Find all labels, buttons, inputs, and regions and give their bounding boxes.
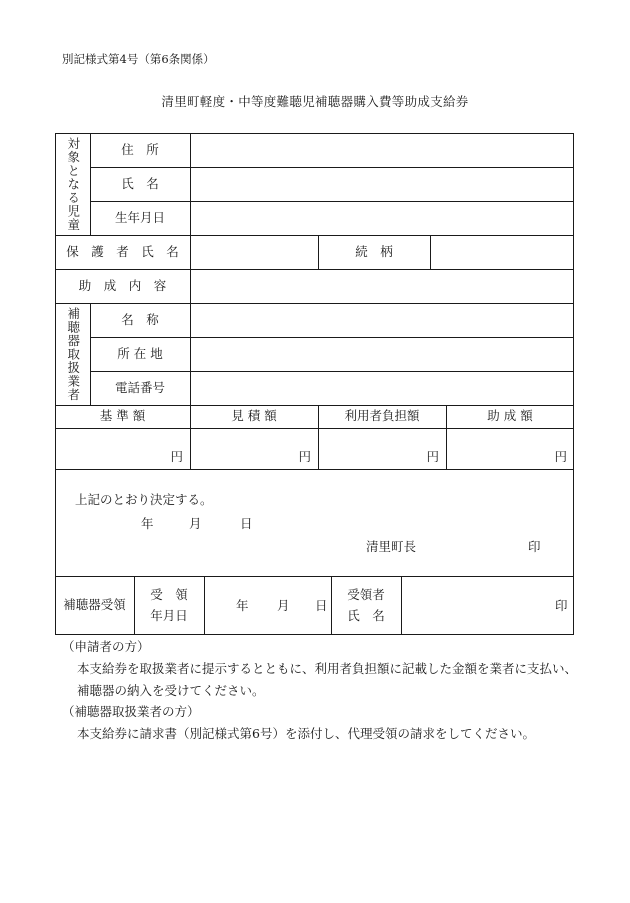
child-name-field[interactable] [191,168,573,201]
applicant-note-line: 本支給券を取扱業者に提示するとともに、利用者負担額に記載した金額を業者に支払い、 [77,661,578,676]
dealer-note-heading: （補聴器取扱業者の方） [62,704,200,719]
birthdate-field[interactable] [191,202,573,235]
page-title: 清里町軽度・中等度難聴児補聴器購入費等助成支給券 [161,94,469,109]
applicant-note-line: 補聴器の納入を受けてください。 [77,683,265,698]
issuer-title: 清里町長 [366,539,417,554]
decision-month: 月 [189,516,202,531]
user-burden-header: 利用者負担額 [344,408,420,424]
subsidy-content-field[interactable] [191,270,573,303]
receipt-date-label [134,576,204,635]
guardian-name-label: 保 護 者 氏 名 [66,243,179,259]
applicant-note-heading: （申請者の方） [62,639,150,654]
decision-statement: 上記のとおり決定する。 [75,492,213,507]
child-name-label: 氏 名 [121,175,159,191]
child-group-label: 対象となる児童 [65,136,81,232]
guardian-name-field[interactable] [191,236,318,269]
dealer-phone-field[interactable] [191,372,573,405]
receipt-month: 月 [277,598,290,613]
yen-unit: 円 [170,448,183,464]
estimate-amount-header: 見 積 額 [231,408,277,424]
dealer-phone-label: 電話番号 [114,379,165,395]
yen-unit: 円 [298,448,311,464]
form-reference: 別記様式第4号（第6条関係） [62,52,215,66]
dealer-location-field[interactable] [191,338,573,371]
issuer-seal: 印 [528,539,541,554]
receipt-date-label-line2: 年月日 [150,608,188,623]
subsidy-amount-header: 助 成 額 [487,408,533,424]
dealer-name-field[interactable] [191,304,573,337]
hearing-aid-receipt-label: 補聴器受領 [63,597,126,613]
receiver-label-line1: 受領者 [347,586,385,602]
dealer-location-label: 所 在 地 [117,345,163,361]
relationship-label: 続 柄 [355,243,393,259]
subsidy-content-label: 助 成 内 容 [78,277,167,293]
dealer-note-line: 本支給券に請求書（別記様式第6号）を添付し、代理受領の請求をしてください。 [77,726,535,741]
base-amount-field[interactable] [56,429,183,469]
receipt-day: 日 [315,598,328,613]
address-field[interactable] [191,134,573,167]
user-burden-field[interactable] [319,429,439,469]
receipt-date-label-line1: 受 領 [150,586,188,602]
decision-day: 日 [240,516,253,531]
dealer-name-label: 名 称 [121,311,159,327]
yen-unit: 円 [426,448,439,464]
dealer-group-label: 補聴器取扱業者 [65,306,81,402]
birthdate-label: 生年月日 [114,209,165,225]
subsidy-amount-field[interactable] [447,429,567,469]
receiver-label-line2: 氏 名 [347,608,385,623]
receiver-seal: 印 [555,598,568,613]
yen-unit: 円 [554,448,567,464]
relationship-field[interactable] [431,236,573,269]
receipt-year: 年 [236,598,249,613]
base-amount-header: 基 準 額 [99,408,146,424]
receiver-name-label [331,576,401,635]
address-label: 住 所 [121,141,159,157]
voucher-form-table [55,133,574,635]
decision-year: 年 [141,516,154,531]
estimate-amount-field[interactable] [191,429,311,469]
